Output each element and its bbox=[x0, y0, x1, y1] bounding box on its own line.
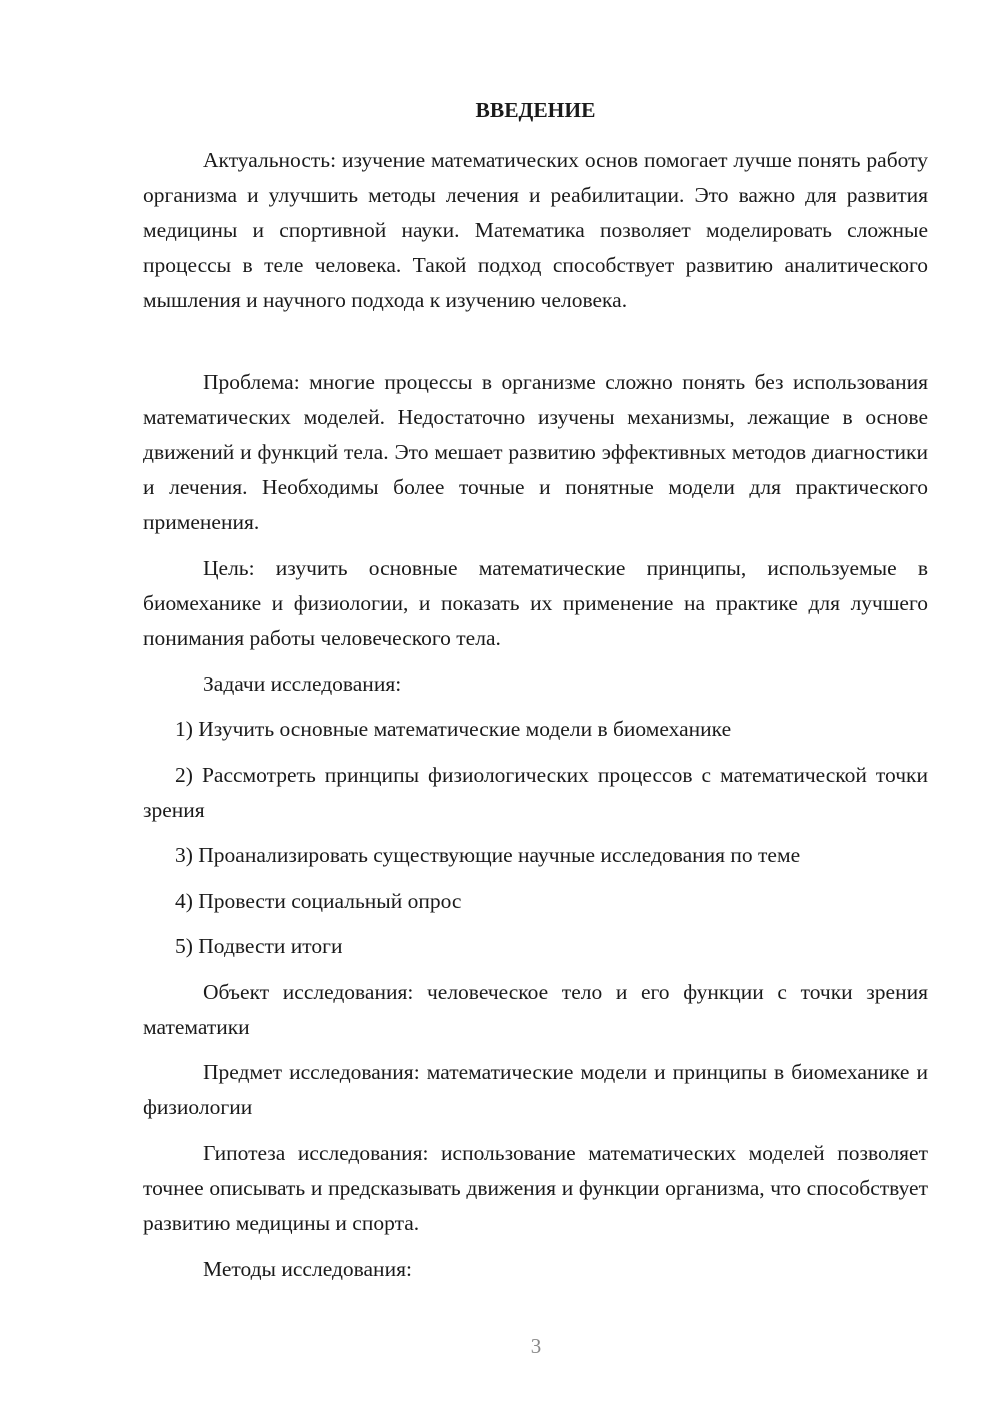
relevance-paragraph: Актуальность: изучение математических основ помогает лучше понять работу организма и улучшить методы лечения и реабилитации. Это важно для развития медицины и спортивной науки. Математика позволяет моделировать сложные процессы в теле человека. Такой подход способствует развитию аналитического мышления и научного подхода к изучению человека. bbox=[143, 148, 928, 312]
task-item-3: 3) Проанализировать существующие научные исследования по теме bbox=[175, 843, 801, 867]
task-item-5: 5) Подвести итоги bbox=[175, 934, 343, 958]
problem-paragraph: Проблема: многие процессы в организме сложно понять без использования математических моделей. Недостаточно изучены механизмы, лежащие в основе движений и функций тела. Это мешает развитию эффективных методов диагностики и лечения. Необходимы более точные и понятные модели для практического применения. bbox=[143, 370, 928, 534]
task-item-4: 4) Провести социальный опрос bbox=[175, 889, 462, 913]
object-paragraph: Объект исследования: человеческое тело и его функции с точки зрения математики bbox=[143, 980, 928, 1039]
methods-heading: Методы исследования: bbox=[203, 1257, 412, 1281]
goal-paragraph: Цель: изучить основные математические принципы, используемые в биомеханике и физиологии, и показать их применение на практике для лучшего понимания работы человеческого тела. bbox=[143, 556, 928, 650]
page-title: ВВЕДЕНИЕ bbox=[475, 98, 596, 122]
page-number: 3 bbox=[530, 1334, 542, 1358]
subject-paragraph: Предмет исследования: математические модели и принципы в биомеханике и физиологии bbox=[143, 1060, 928, 1119]
task-item-1: 1) Изучить основные математические модели в биомеханике bbox=[175, 717, 732, 741]
hypothesis-paragraph: Гипотеза исследования: использование математических моделей позволяет точнее описывать и предсказывать движения и функции организма, что способствует развитию медицины и спорта. bbox=[143, 1141, 928, 1235]
task-item-2: 2) Рассмотреть принципы физиологических процессов с математической точки зрения bbox=[143, 763, 928, 822]
tasks-heading: Задачи исследования: bbox=[203, 672, 402, 696]
